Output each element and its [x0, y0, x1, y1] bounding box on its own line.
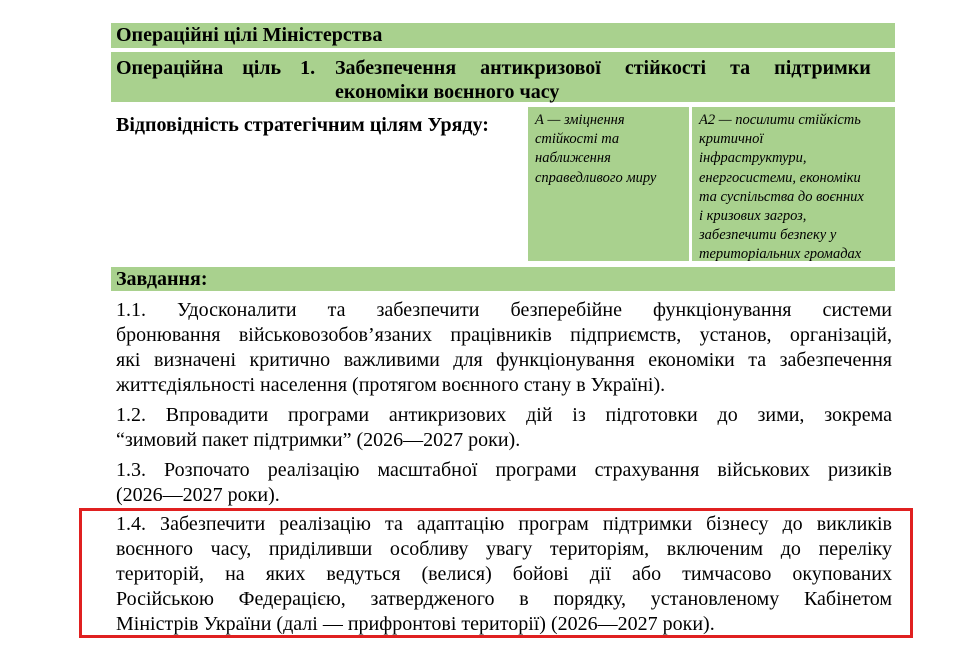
text-line: воєнного часу, приділивши особливу увагу територіям, включеним до переліку — [116, 538, 892, 560]
tasks-heading: Завдання: — [116, 268, 208, 290]
text-line: Міністрів України (далі — прифронтові території) (2026—2027 роки). — [116, 613, 715, 635]
goal-title-line-2: економіки воєнного часу — [335, 81, 560, 103]
text-line: А — зміцнення — [535, 112, 625, 128]
text-line: (2026—2027 роки). — [116, 484, 280, 506]
text-line: та суспільства до воєнних — [699, 188, 864, 205]
text-line: територій, на яких ведуться (велися) бойові дії або тимчасово окупованих — [116, 563, 892, 585]
text-line: і кризових загроз, — [699, 208, 807, 225]
text-line: Російською Федерацією, затвердженого в порядку, установленому Кабінетом — [116, 588, 892, 610]
objectives-title: Операційні цілі Міністерства — [116, 24, 383, 46]
tasks-header — [111, 267, 895, 291]
text-line: 1.3. Розпочато реалізацію масштабної програми страхування військових ризиків — [116, 459, 892, 481]
text-line: бронювання військовозобов’язаних працівників підприємств, установ, організацій, — [116, 324, 892, 346]
strategic-goal-cell-a2 — [692, 107, 895, 261]
strategic-goal-a2-text — [699, 111, 864, 265]
text-line: енергосистеми, економіки — [699, 169, 861, 186]
goal-label: Операційна ціль 1. — [116, 57, 316, 79]
objectives-header — [111, 23, 895, 48]
task-item-1-2 — [116, 403, 892, 453]
text-line: А2 — посилити стійкість — [699, 112, 861, 128]
text-line: територіальних громадах — [699, 246, 862, 263]
text-line: життєдіяльності населення (протягом воєнного стану в Україні). — [116, 374, 666, 396]
text-line: інфраструктури, — [699, 150, 807, 167]
text-line: “зимовий пакет підтримки” (2026—2027 роки). — [116, 429, 521, 451]
correspondence-label: Відповідність стратегічним цілям Уряду: — [116, 114, 489, 136]
text-line: 1.1. Удосконалити та забезпечити безперебійне функціонування системи — [116, 299, 892, 321]
text-line: які визначені критично важливими для функціонування економіки та забезпечення — [116, 349, 892, 371]
text-line: справедливого миру — [535, 169, 657, 186]
text-line: стійкості та — [535, 131, 620, 148]
text-line: 1.4. Забезпечити реалізацію та адаптацію програм підтримки бізнесу до викликів — [116, 513, 892, 535]
text-line: забезпечити безпеку у — [699, 227, 837, 244]
task-item-1-3 — [116, 458, 892, 508]
highlight-box — [79, 508, 913, 638]
strategic-goal-cell-a — [528, 107, 689, 261]
task-item-1-1 — [116, 298, 892, 398]
goal-title-line-1: Забезпечення антикризової стійкості та підтримки — [335, 57, 871, 79]
text-line: наближення — [535, 150, 611, 167]
strategic-goal-a-text — [535, 111, 656, 188]
goal-header — [111, 52, 895, 102]
text-line: критичної — [699, 131, 764, 148]
text-line: 1.2. Впровадити програми антикризових дій із підготовки до зими, зокрема — [116, 404, 892, 426]
